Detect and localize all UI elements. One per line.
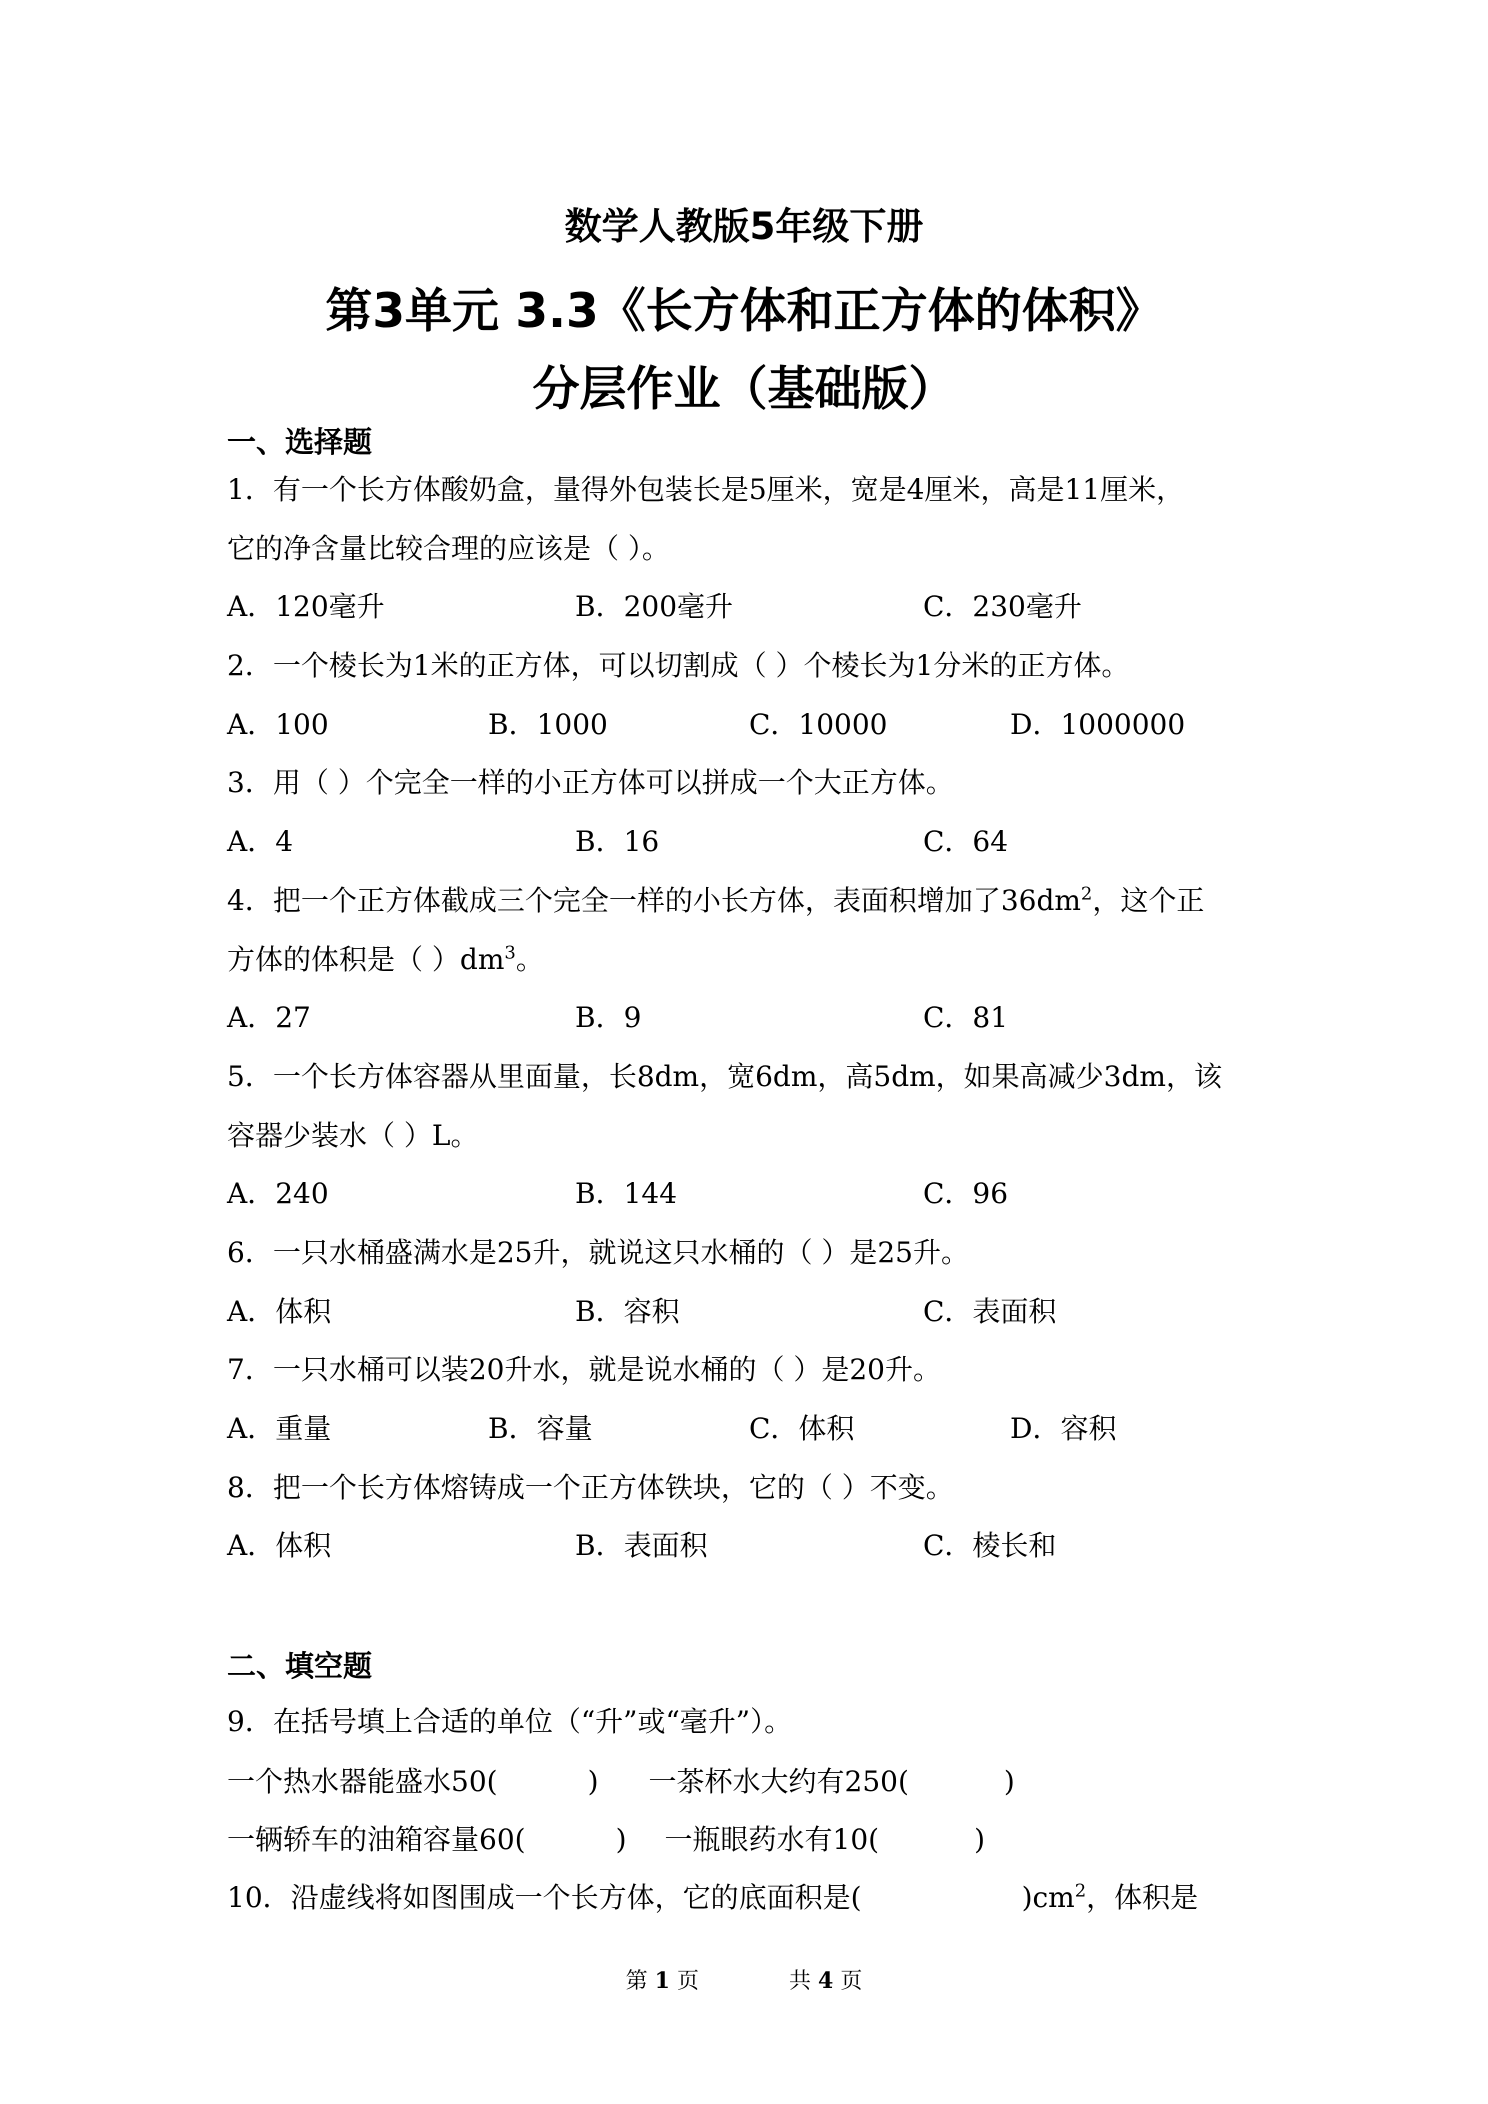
option-a[interactable]: A．体积 (227, 1295, 332, 1328)
question-2-options (227, 703, 1327, 743)
question-7-options (227, 1407, 1327, 1447)
option-c[interactable]: C．96 (923, 1177, 1009, 1210)
option-c[interactable]: C．230毫升 (923, 590, 1082, 623)
title-worksheet: 分层作业（基础版） (532, 362, 956, 417)
title-unit: 第3单元 3.3《长方体和正方体的体积》 (325, 284, 1163, 339)
option-c[interactable]: C．体积 (749, 1412, 855, 1445)
option-d[interactable]: D．1000000 (1010, 708, 1186, 741)
superscript: 2 (1080, 883, 1093, 905)
question-5-options (227, 1172, 1327, 1212)
close-paren: ) (974, 1823, 985, 1856)
blank-item-water-heater: 一个热水器能盛水50( (227, 1765, 498, 1798)
question-1-line-2: 它的净含量比较合理的应该是（ ）。 (227, 532, 670, 565)
question-2-line-1: 2．一个棱长为1米的正方体，可以切割成（ ）个棱长为1分米的正方体。 (227, 649, 1130, 682)
option-b[interactable]: B．144 (575, 1177, 678, 1210)
blank-item-eye-drops: 一瓶眼药水有10( (664, 1823, 880, 1856)
option-b[interactable]: B．1000 (488, 708, 608, 741)
option-b[interactable]: B．容积 (575, 1295, 680, 1328)
question-4-text-d: 。 (515, 943, 544, 976)
page-footer (0, 1964, 1488, 1995)
option-a[interactable]: A．100 (227, 708, 329, 741)
option-b[interactable]: B．16 (575, 825, 660, 858)
option-a[interactable]: A．27 (227, 1001, 311, 1034)
question-6-options (227, 1290, 1327, 1330)
option-a[interactable]: A．240 (227, 1177, 329, 1210)
question-5-line-1: 5．一个长方体容器从里面量，长8dm，宽6dm，高5dm，如果高减少3dm，该 (227, 1060, 1222, 1093)
unit-text: )cm (1021, 1881, 1075, 1914)
close-paren: ) (1003, 1765, 1015, 1798)
question-10-line-1 (227, 1876, 1198, 1916)
option-c[interactable]: C．81 (923, 1001, 1009, 1034)
page-number: 1 (654, 1968, 670, 1994)
option-d[interactable]: D．容积 (1010, 1412, 1117, 1445)
question-4-text-c: 方体的体积是（ ）dm (227, 943, 505, 976)
total-label-suf: 页 (840, 1969, 863, 1994)
option-c[interactable]: C．表面积 (923, 1295, 1057, 1328)
option-a[interactable]: A．重量 (227, 1412, 332, 1445)
question-4-options (227, 996, 1327, 1036)
close-paren: ) (615, 1823, 627, 1856)
option-b[interactable]: B．表面积 (575, 1529, 708, 1562)
section-heading-choice: 一、选择题 (227, 425, 373, 459)
question-1-options (227, 585, 1327, 625)
question-10-tail: ，体积是 (1086, 1881, 1199, 1914)
question-9-row-2 (227, 1818, 985, 1858)
option-a[interactable]: A．120毫升 (227, 590, 385, 623)
option-b[interactable]: B．200毫升 (575, 590, 734, 623)
question-4-text-b: ，这个正 (1092, 884, 1205, 917)
option-b[interactable]: B．容量 (488, 1412, 593, 1445)
total-pages: 4 (818, 1968, 834, 1994)
question-5-line-2: 容器少装水（ ）L。 (227, 1119, 479, 1152)
question-9-row-1 (227, 1760, 1015, 1800)
superscript: 3 (504, 942, 516, 964)
question-8-options (227, 1524, 1327, 1564)
question-4-text-a: 4．把一个正方体截成三个完全一样的小长方体，表面积增加了36dm (227, 884, 1081, 917)
question-4-line-1 (227, 879, 1204, 919)
question-1-line-1: 1．有一个长方体酸奶盒，量得外包装长是5厘米，宽是4厘米，高是11厘米， (227, 473, 1185, 506)
option-a[interactable]: A．4 (227, 825, 294, 858)
question-9-stem: 9．在括号填上合适的单位（“升”或“毫升”）。 (227, 1705, 793, 1738)
question-3-line-1: 3．用（ ）个完全一样的小正方体可以拼成一个大正方体。 (227, 766, 954, 799)
option-c[interactable]: C．10000 (749, 708, 888, 741)
option-b[interactable]: B．9 (575, 1001, 642, 1034)
close-paren: ) (587, 1765, 599, 1798)
superscript: 2 (1074, 1880, 1087, 1902)
page-label-suf: 页 (676, 1969, 699, 1994)
option-a[interactable]: A．体积 (227, 1529, 332, 1562)
total-label-pre: 共 (789, 1969, 812, 1994)
question-4-line-2 (227, 938, 544, 978)
question-7-line-1: 7．一只水桶可以装20升水，就是说水桶的（ ）是20升。 (227, 1353, 941, 1386)
page-label-pre: 第 (625, 1969, 648, 1994)
blank-item-tea-cup: 一茶杯水大约有250( (648, 1765, 909, 1798)
blank-item-car-tank: 一辆轿车的油箱容量60( (227, 1823, 526, 1856)
question-6-line-1: 6．一只水桶盛满水是25升，就说这只水桶的（ ）是25升。 (227, 1236, 969, 1269)
option-c[interactable]: C．棱长和 (923, 1529, 1057, 1562)
question-8-line-1: 8．把一个长方体熔铸成一个正方体铁块，它的（ ）不变。 (227, 1471, 954, 1504)
question-10-text: 10．沿虚线将如图围成一个长方体，它的底面积是( (227, 1881, 862, 1914)
section-heading-fill-blank: 二、填空题 (227, 1649, 373, 1683)
question-3-options (227, 820, 1327, 860)
option-c[interactable]: C．64 (923, 825, 1009, 858)
title-grade: 数学人教版5年级下册 (564, 205, 924, 248)
